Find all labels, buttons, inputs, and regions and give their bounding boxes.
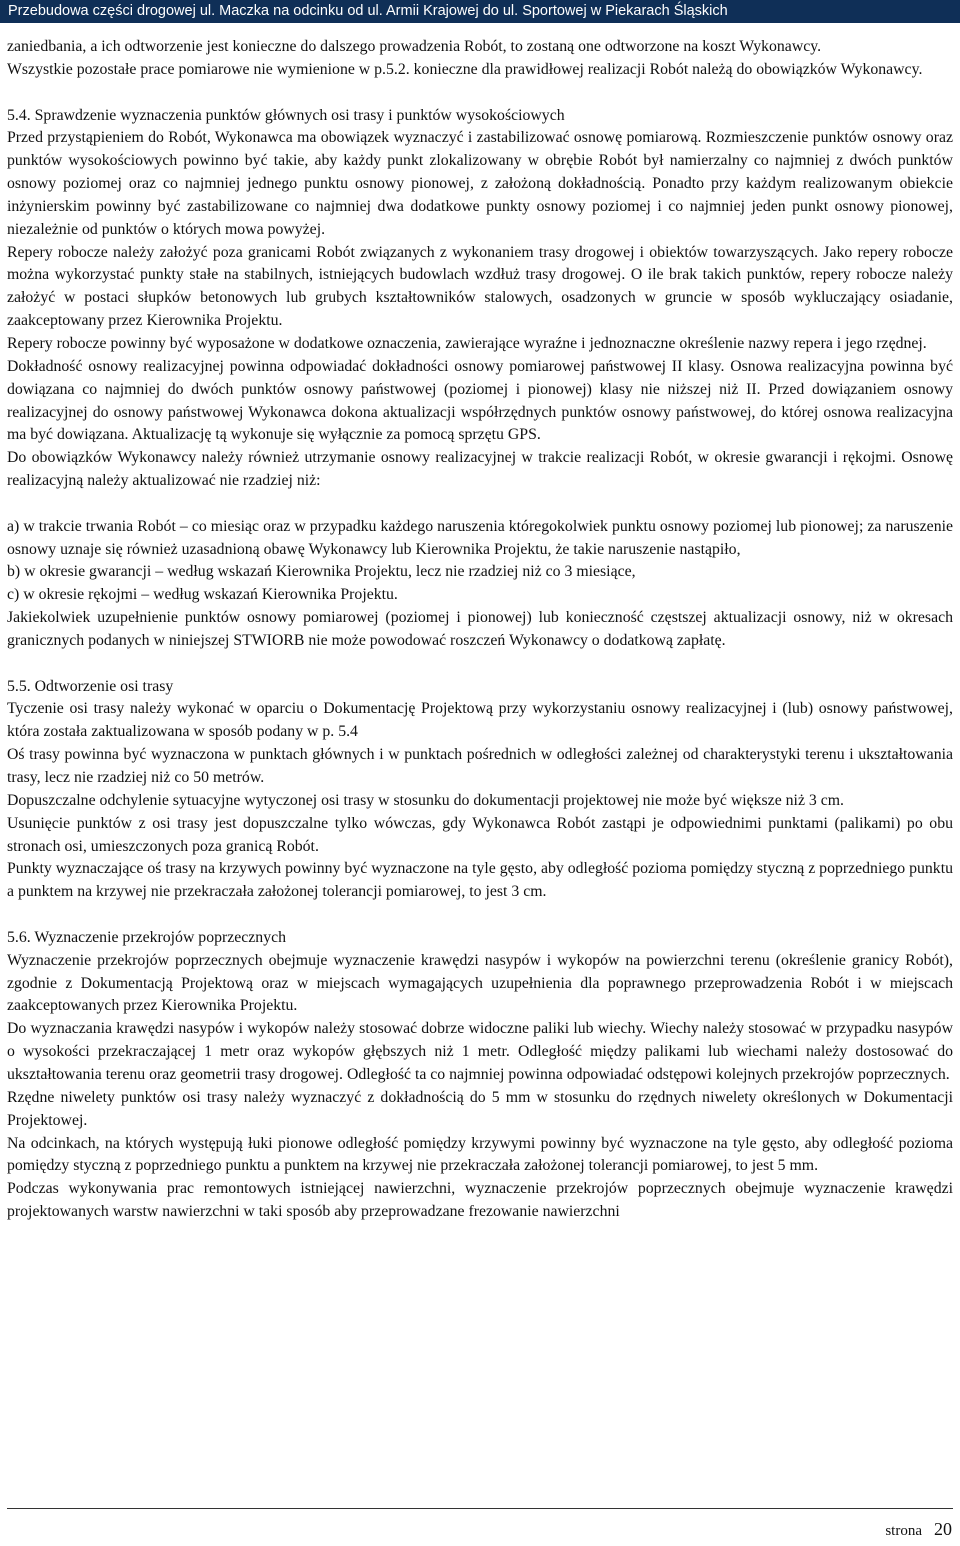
list-item-a: a) w trakcie trwania Robót – co miesiąc oraz w przypadku każdego naruszenia któregokolwiek punktu osnowy poziomej lub pionowej; za naruszenie osnowy uznaje się również uzasadnioną obawę Wykonawcy lub Kierownika Projektu, że takie naruszenie nastąpiło, — [7, 517, 953, 558]
paragraph: Tyczenie osi trasy należy wykonać w oparciu o Dokumentację Projektową przy wykorzystaniu osnowy realizacyjnej i (lub) osnowy państwowej, która została zaktualizowana w sposób podany w p. 5.4 — [7, 700, 953, 741]
paragraph: Dopuszczalne odchylenie sytuacyjne wytyczonej osi trasy w stosunku do dokumentacji projektowej nie może być większe niż 3 cm. — [7, 791, 844, 809]
paragraph: Repery robocze powinny być wyposażone w dodatkowe oznaczenia, zawierające wyraźne i jednoznaczne określenie nazwy repera i jego rzędnej. — [7, 334, 927, 352]
list-item-b: b) w okresie gwarancji – według wskazań Kierownika Projektu, lecz nie rzadziej niż co 3 miesiące, — [7, 563, 636, 581]
page-footer — [885, 1519, 952, 1541]
footer-divider — [7, 1508, 953, 1509]
page-number: 20 — [934, 1519, 952, 1539]
paragraph: Wszystkie pozostałe prace pomiarowe nie wymienione w p.5.2. konieczne dla prawidłowej realizacji Robót należą do obowiązków Wykonawcy. — [7, 60, 923, 78]
page-label: strona — [885, 1523, 922, 1539]
section-heading-5-5: 5.5. Odtworzenie osi trasy — [7, 677, 174, 695]
paragraph: Przed przystąpieniem do Robót, Wykonawca ma obowiązek wyznaczyć i zastabilizować osnowę pomiarową. Rozmieszczenie punktów osnowy oraz punktów wysokościowych powinno być takie, aby każdy punkt zlokalizowany w obrębie Robót był namierzalny co najmniej z dwóch punktów osnowy poziomej oraz co najmniej jednego punktu osnowy pionowej, z założoną dokładnością. Ponadto przy każdym realizowanym obiekcie inżynierskim powinny być zastabilizowane co najmniej dwa dodatkowe punkty osnowy poziomej i co najmniej jeden punkt osnowy pionowej, niezależnie od punktów o których mowa powyżej. — [7, 129, 953, 238]
document-header: Przebudowa części drogowej ul. Maczka na odcinku od ul. Armii Krajowej do ul. Sportowej w Piekarach Śląskich — [0, 0, 960, 23]
list-item-c: c) w okresie rękojmi – według wskazań Kierownika Projektu. — [7, 586, 398, 604]
paragraph: Rzędne niwelety punktów osi trasy należy wyznaczyć z dokładnością do 5 mm w stosunku do rzędnych niwelety określonych w Dokumentacji Projektowej. — [7, 1088, 953, 1129]
section-heading-5-6: 5.6. Wyznaczenie przekrojów poprzecznych — [7, 928, 287, 946]
paragraph: Na odcinkach, na których występują łuki pionowe odległość pomiędzy krzywymi powinny być wyznaczone na tyle gęsto, aby odległość pozioma pomiędzy styczną z poprzedniego punktu a punktem na krzywej nie przekraczała założonej tolerancji pomiarowej, to jest 5 mm. — [7, 1134, 953, 1175]
paragraph: Dokładność osnowy realizacyjnej powinna odpowiadać dokładności osnowy pomiarowej państwowej II klasy. Osnowa realizacyjna powinna być dowiązana co najmniej do dwóch punktów osnowy państwowej (poziomej i pionowej) klasy nie niższej niż II. Przed dowiązaniem osnowy realizacyjnej do osnowy państwowej Wykonawca dokona aktualizacji współrzędnych punktów osnowy państwowej, do której osnowa realizacyjna ma być dowiązana. Aktualizację tą wykonuje się wyłącznie za pomocą sprzętu GPS. — [7, 357, 953, 444]
paragraph: Punkty wyznaczające oś trasy na krzywych powinny być wyznaczone na tyle gęsto, aby odległość pozioma pomiędzy styczną z poprzedniego punktu a punktem na krzywej nie przekraczała założonej tolerancji pomiarowej, to jest 3 cm. — [7, 860, 953, 901]
paragraph: Do obowiązków Wykonawcy należy również utrzymanie osnowy realizacyjnej w trakcie realizacji Robót, w okresie gwarancji i rękojmi. Osnowę realizacyjną należy aktualizować nie rzadziej niż: — [7, 449, 953, 490]
paragraph: Do wyznaczania krawędzi nasypów i wykopów należy stosować dobrze widoczne paliki lub wiechy. Wiechy należy stosować w przypadku nasypów o wysokości przekraczającej 1 metr oraz wykopów głębszych niż 1 metr. Odległość między palikami lub wiechami należy dostosować do ukształtowania terenu oraz geometrii trasy drogowej. Odległość ta co najmniej powinna odpowiadać odstępowi kolejnych przekrojów poprzecznych. — [7, 1020, 953, 1083]
paragraph: Wyznaczenie przekrojów poprzecznych obejmuje wyznaczenie krawędzi nasypów i wykopów na powierzchni terenu (określenie granicy Robót), zgodnie z Dokumentacją Projektową oraz w miejscach wymagających uzupełnienia dla poprawnego przeprowadzenia Robót i w miejscach zaakceptowanych przez Kierownika Projektu. — [7, 951, 953, 1015]
paragraph: zaniedbania, a ich odtworzenie jest konieczne do dalszego prowadzenia Robót, to zostaną one odtworzone na koszt Wykonawcy. — [7, 38, 822, 55]
paragraph: Usunięcie punktów z osi trasy jest dopuszczalne tylko wówczas, gdy Wykonawca Robót zastąpi je odpowiednimi punktami (palikami) po obu stronach osi, umieszczonych poza granicą Robót. — [7, 814, 953, 855]
paragraph: Oś trasy powinna być wyznaczona w punktach głównych i w punktach pośrednich w odległości zależnej od charakterystyki terenu i ukształtowania trasy, lecz nie rzadziej niż co 50 metrów. — [7, 746, 953, 786]
section-heading-5-4: 5.4. Sprawdzenie wyznaczenia punktów głównych osi trasy i punktów wysokościowych — [7, 106, 565, 124]
paragraph: Repery robocze należy założyć poza granicami Robót związanych z wykonaniem trasy drogowej i obiektów towarzyszących. Jako repery robocze można wykorzystać punkty stałe na stabilnych, istniejących budowlach wzdłuż trasy drogowej. O ile brak takich punktów, repery robocze należy założyć w postaci słupków betonowych lub grubych kształtowników stalowych, osadzonych w gruncie w sposób wykluczający osiadanie, zaakceptowany przez Kierownika Projektu. — [7, 243, 953, 330]
paragraph: Podczas wykonywania prac remontowych istniejącej nawierzchni, wyznaczenie przekrojów poprzecznych obejmuje wyznaczenie krawędzi projektowanych warstw nawierzchni w taki sposób aby przeprowadzane frezowanie nawierzchni — [7, 1180, 953, 1221]
document-body — [7, 36, 953, 1224]
paragraph: Jakiekolwiek uzupełnienie punktów osnowy pomiarowej (poziomej i pionowej) lub konieczność częstszej aktualizacji osnowy, niż w okresach granicznych podanych w niniejszej STWIORB nie może powodować roszczeń Wykonawcy o dodatkową zapłatę. — [7, 609, 953, 649]
